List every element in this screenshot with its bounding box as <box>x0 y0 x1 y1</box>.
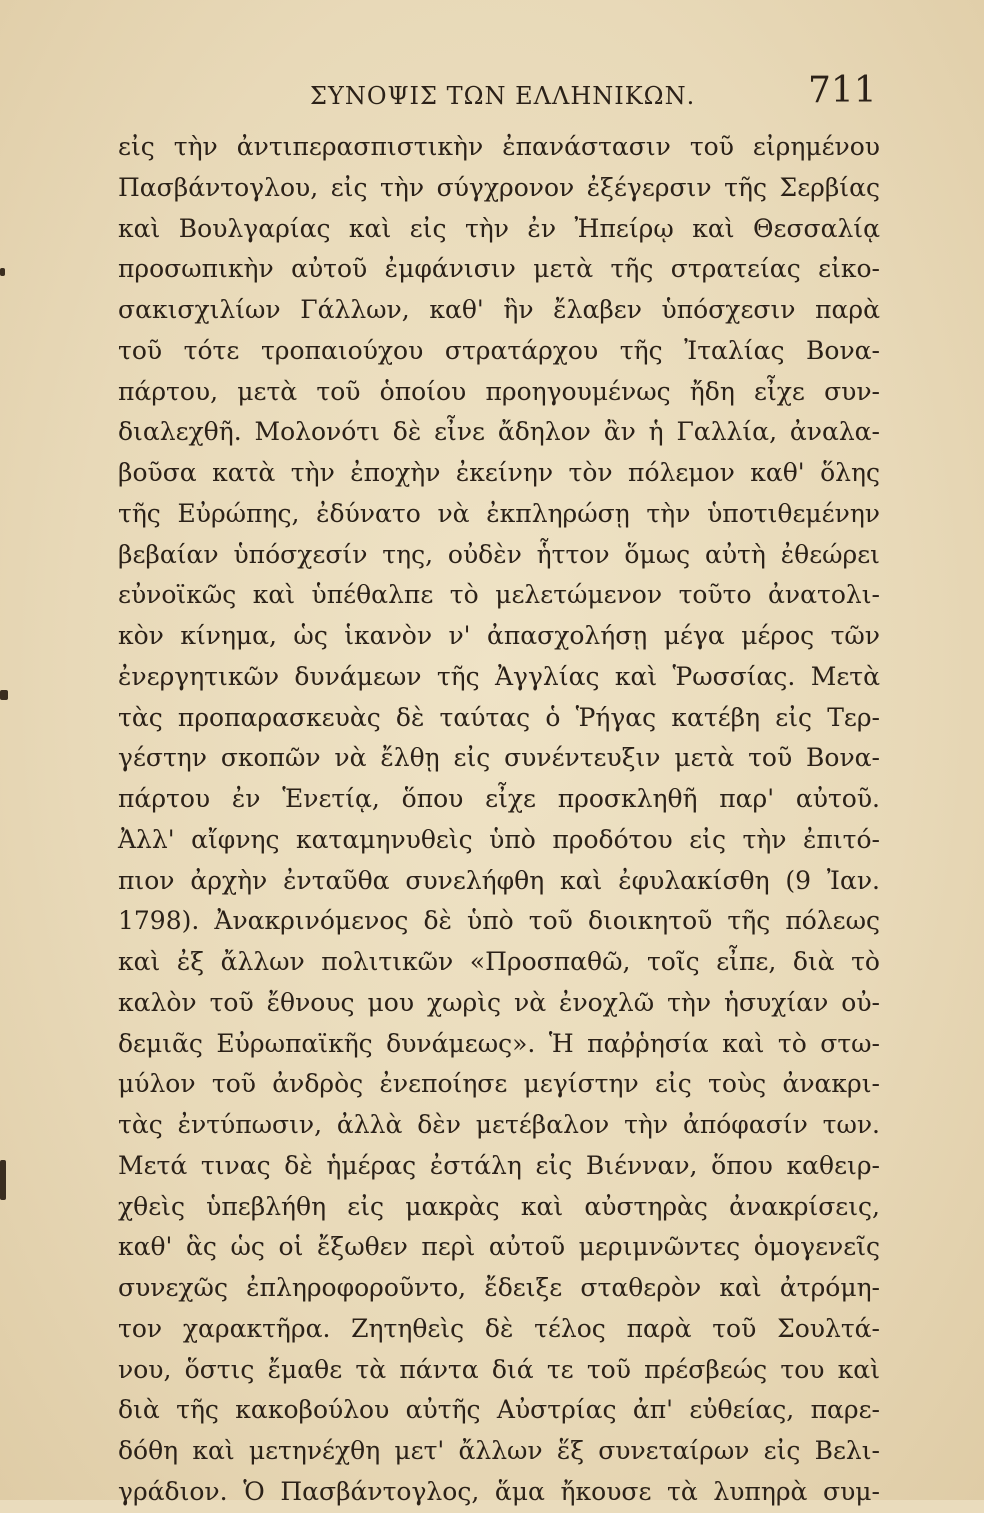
running-title: ΣΥΝΟΨΙΣ ΤΩΝ ΕΛΛΗΝΙΚΩΝ. <box>310 82 696 110</box>
text-line: πάρτου ἐν Ἑνετίᾳ, ὅπου εἶχε προσκληθῆ παρ' αὐτοῦ. <box>118 784 880 813</box>
text-line: σακισχιλίων Γάλλων, καθ' ἣν ἔλαβεν ὑπόσχεσιν παρὰ <box>118 295 880 324</box>
text-line: τον χαρακτῆρα. Ζητηθεὶς δὲ τέλος παρὰ τοῦ Σουλτά- <box>118 1313 880 1343</box>
text-line: 1798). Ἀνακρινόμενος δὲ ὑπὸ τοῦ διοικητοῦ τῆς πόλεως <box>118 906 880 936</box>
text-line: γράδιον. Ὁ Πασβάντογλος, ἅμα ἤκουσε τὰ λυπηρὰ συμ- <box>118 1476 880 1506</box>
text-line: γέστην σκοπῶν νὰ ἔλθῃ εἰς συνέντευξιν μετὰ τοῦ Βονα- <box>118 743 880 773</box>
body-text <box>118 127 880 1513</box>
page-edge-mark <box>0 268 5 276</box>
text-line: πάρτου, μετὰ τοῦ ὁποίου προηγουμένως ἤδη εἶχε συν- <box>118 376 880 406</box>
text-line: καλὸν τοῦ ἔθνους μου χωρὶς νὰ ἐνοχλῶ τὴν ἡσυχίαν οὐ- <box>118 987 880 1017</box>
text-line: τὰς ἐντύπωσιν, ἀλλὰ δὲν μετέβαλον τὴν ἀπόφασίν των. <box>118 1110 880 1139</box>
text-line: καὶ Βουλγαρίας καὶ εἰς τὴν ἐν Ἠπείρῳ καὶ Θεσσαλίᾳ <box>118 213 880 243</box>
text-line: μύλον τοῦ ἀνδρὸς ἐνεποίησε μεγίστην εἰς τοὺς ἀνακρι- <box>118 1069 880 1099</box>
page-edge-mark <box>0 1160 6 1200</box>
text-line: πιον ἀρχὴν ἐνταῦθα συνελήφθη καὶ ἐφυλακίσθη (9 Ἰαν. <box>118 865 880 895</box>
text-line: βοῦσα κατὰ τὴν ἐποχὴν ἐκείνην τὸν πόλεμον καθ' ὅλης <box>118 458 880 487</box>
text-line: βεβαίαν ὑπόσχεσίν της, οὐδὲν ἧττον ὅμως αὐτὴ ἐθεώρει <box>118 539 880 569</box>
text-line: Ἀλλ' αἴφνης καταμηνυθεὶς ὑπὸ προδότου εἰς τὴν ἐπιτό- <box>118 824 880 854</box>
text-line: εὐνοϊκῶς καὶ ὑπέθαλπε τὸ μελετώμενον τοῦτο ἀνατολι- <box>118 580 880 610</box>
text-line: κὸν κίνημα, ὡς ἱκανὸν ν' ἀπασχολήσῃ μέγα μέρος τῶν <box>118 621 880 650</box>
text-line: συνεχῶς ἐπληροφοροῦντο, ἔδειξε σταθερὸν καὶ ἀτρόμη- <box>118 1273 880 1302</box>
text-line: εἰς τὴν ἀντιπερασπιστικὴν ἐπανάστασιν τοῦ εἰρημένου <box>118 132 880 161</box>
text-line: ἐνεργητικῶν δυνάμεων τῆς Ἀγγλίας καὶ Ῥωσσίας. Μετὰ <box>118 661 880 691</box>
text-line: Πασβάντογλου, εἰς τὴν σύγχρονον ἐξέγερσιν τῆς Σερβίας <box>118 172 880 202</box>
text-line: τὰς προπαρασκευὰς δὲ ταύτας ὁ Ῥήγας κατέβη εἰς Τερ- <box>118 702 880 732</box>
text-line: νου, ὅστις ἔμαθε τὰ πάντα διά τε τοῦ πρέσβεώς του καὶ <box>118 1354 880 1384</box>
text-line: διαλεχθῆ. Μολονότι δὲ εἶνε ἄδηλον ἂν ἡ Γαλλία, ἀναλα- <box>118 417 880 447</box>
page-number: 711 <box>808 70 877 111</box>
page-header <box>0 70 984 120</box>
text-line: τοῦ τότε τροπαιούχου στρατάρχου τῆς Ἰταλίας Βονα- <box>118 335 880 365</box>
text-line: δεμιᾶς Εὐρωπαϊκῆς δυνάμεως». Ἡ παῤῥησία καὶ τὸ στω- <box>118 1028 880 1058</box>
text-line: καθ' ἃς ὡς οἱ ἔξωθεν περὶ αὐτοῦ μεριμνῶντες ὁμογενεῖς <box>118 1232 880 1262</box>
text-line: Μετά τινας δὲ ἡμέρας ἐστάλη εἰς Βιένναν, ὅπου καθειρ- <box>118 1150 880 1180</box>
text-line: δόθη καὶ μετηνέχθη μετ' ἄλλων ἕξ συνεταίρων εἰς Βελι- <box>118 1436 880 1465</box>
text-line: προσωπικὴν αὐτοῦ ἐμφάνισιν μετὰ τῆς στρατείας εἰκο- <box>118 254 880 284</box>
text-line: τῆς Εὐρώπης, ἐδύνατο νὰ ἐκπληρώσῃ τὴν ὑποτιθεμένην <box>118 498 880 528</box>
text-line: χθεὶς ὑπεβλήθη εἰς μακρὰς καὶ αὐστηρὰς ἀνακρίσεις, <box>118 1191 880 1221</box>
text-line: διὰ τῆς κακοβούλου αὐτῆς Αὐστρίας ἀπ' εὐθείας, παρε- <box>118 1395 880 1425</box>
page-edge-mark <box>0 690 8 700</box>
text-line: καὶ ἐξ ἄλλων πολιτικῶν «Προσπαθῶ, τοῖς εἶπε, διὰ τὸ <box>118 947 880 976</box>
